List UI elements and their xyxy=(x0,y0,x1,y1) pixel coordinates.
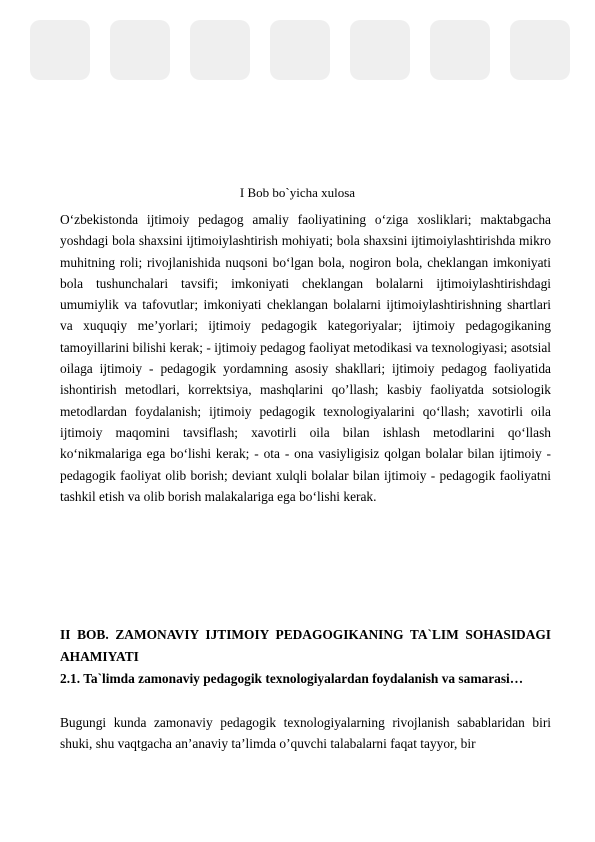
chapter-summary-title: I Bob bo`yicha xulosa xyxy=(239,185,356,200)
chapter-heading: II BOB. ZAMONAVIY IJTIMOIY PEDAGOGIKANING TA`LIM SOHASIDAGI AHAMIYATI xyxy=(60,627,551,664)
intro-paragraph: Bugungi kunda zamonaviy pedagogik texnologiyalarning rivojlanish sabablaridan biri shuki, shu vaqtgacha an’anaviy ta’limda o’quvchi talabalarni faqat tayyor, bir xyxy=(60,715,551,752)
subsection-heading: 2.1. Ta`limda zamonaviy pedagogik texnologiyalardan foydalanish va samarasi… xyxy=(60,671,524,686)
summary-paragraph: O‘zbekistonda ijtimoiy pedagog amaliy faoliyatining o‘ziga xosliklari; maktabgacha yoshdagi bola shaxsini ijtimoiylashtirish mohiyati; bola shaxsini ijtimoiylashtirishda mikro muhitning roli; rivojlanishida nuqsoni bo‘lgan bola, nogiron bola, cheklangan imkoniyati bola tushunchalari tavsifi; imkoniyati cheklangan bolalarni ijtimoiylashtirishdagi umumiylik va tafovutlar; imkoniyati cheklangan bolalarni ijtimoiylashtirishning shartlari va xuquqiy me’yorlari; ijtimoiy pedagogik kategoriyalar; ijtimoiy pedagogikaning tamoyillarini bilishi kerak; - ijtimoiy pedagog faoliyat metodikasi va texnologiyasi; asotsial oilaga ijtimoiy - pedagogik yordamning asosiy shakllari; ijtimoiy pedagog faoliyatida ishontirish metodlari, korrektsiya, mashqlarini qo’llash; kasbiy faoliyatda sotsiologik metodlardan foydalanish; ijtimoiy pedagogik texnologiyalarini qo‘llash; xavotirli oila ijtimoiy maqomini tavsiflash; xavotirli oila bilan ishlash metodlarini qo‘llash ko‘nikmalariga ega bo‘lishi kerak; - ota - ona vasiyligisiz qolgan bolalar bilan ijtimoiy - pedagogik faoliyat olib borish; deviant xulqli bolalar bilan ijtimoiy - pedagogik faoliyatni tashkil etish va olib borish malakalariga ega bo‘lishi kerak. xyxy=(60,212,551,504)
watermark-logo xyxy=(0,0,595,140)
